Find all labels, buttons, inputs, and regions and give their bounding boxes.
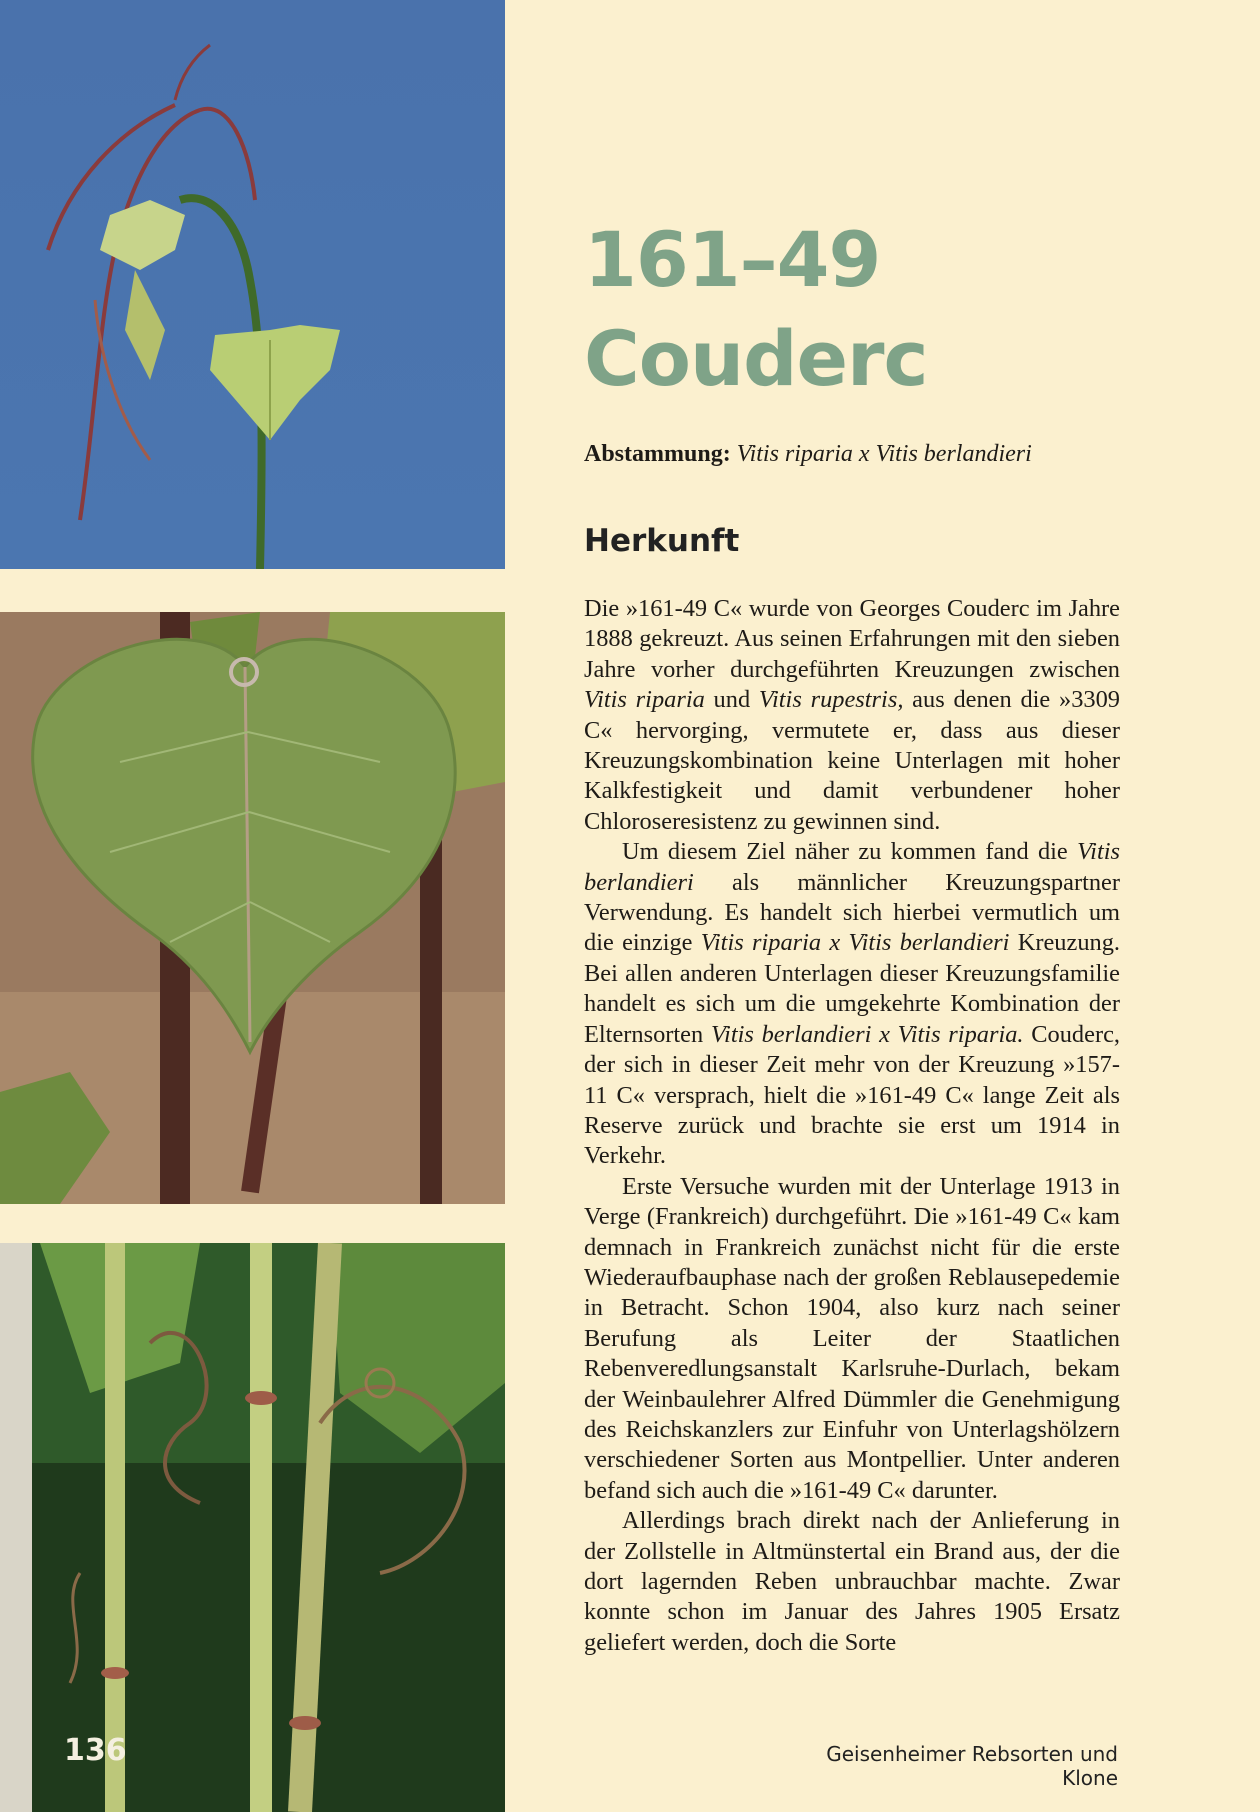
italic-term: Vitis riparia — [584, 686, 705, 714]
page-title — [584, 210, 928, 408]
photo-leaf — [0, 612, 505, 1204]
text-run: Um diesem Ziel näher zu kommen fand die — [622, 838, 1078, 866]
text-run: Erste Versuche wurden mit der Unterlage 1913 in Verge (Frankreich) durchgeführt. Die »161-49 C« kam demnach in Frankreich zunächst nicht für die erste Wiederaufbauphase nach der großen Reblausepedemie in Betracht. Schon 1904, also kurz nach seiner Berufung als Leiter der Staatlichen Rebenveredlungsanstalt Karlsruhe-Durlach, bekam der Weinbaulehrer Alfred Dümmler die Genehmigung des Reichskanzlers zur Einfuhr von Unterlagshölzern verschiedener Sorten aus Montpellier. Unter anderen befand sich auch die »161-49 C« darunter. — [584, 1172, 1120, 1504]
body-paragraph — [584, 594, 1120, 837]
lineage — [584, 441, 1124, 468]
text-run: Couderc, der sich in dieser Zeit mehr von der Kreuzung »157-11 C« versprach, hielt die »161-49 C« lange Zeit als Reserve zurück und brachte sie erst um 1914 in Verkehr. — [584, 1020, 1120, 1170]
body-text — [584, 594, 1120, 1658]
text-run: Allerdings brach direkt nach der Anlieferung in der Zollstelle in Altmünstertal ein Brand aus, der die dort lagernden Reben unbrauchbar machte. Zwar konnte schon im Januar des Jahres 1905 Ersatz geliefert werden, doch die Sorte — [584, 1507, 1120, 1656]
photo-shoot-tip — [0, 0, 505, 569]
text-run: Die »161-49 C« wurde von Georges Couderc im Jahre 1888 gekreuzt. Aus seinen Erfahrungen mit den sieben Jahre vorher durchgeführten Kreuzungen zwischen — [584, 595, 1120, 683]
body-paragraph — [584, 1506, 1120, 1658]
text-run: Kreuzung. Bei allen anderen Unterlagen dieser Kreuzungsfamilie handelt es sich um die umgekehrte Kombination der Elternsorten — [584, 929, 1121, 1048]
title-line-2: Couderc — [584, 314, 928, 403]
body-paragraph — [584, 837, 1120, 1171]
text-run: und — [704, 686, 759, 714]
italic-term: Vitis berlandieri — [584, 838, 1120, 896]
page-number: 136 — [64, 1733, 127, 1768]
section-heading: Herkunft — [584, 523, 740, 559]
footer-book-title: Geisenheimer Rebsorten und Klone — [826, 1742, 1118, 1790]
italic-term: Vitis riparia x Vitis berlandieri — [700, 929, 1010, 957]
text-run: aus denen die »3309 C« hervorging, vermutete er, dass aus dieser Kreuzungskombination keine Unterlagen mit hoher Kalkfestigkeit und damit verbundener hoher Chloroseresistenz zu gewinnen sind. — [584, 686, 1120, 835]
photo-stems — [0, 1243, 505, 1812]
lineage-label: Abstammung: — [584, 441, 731, 467]
italic-term: Vitis rupestris, — [758, 686, 904, 714]
lineage-value: Vitis riparia x Vitis berlandieri — [736, 441, 1032, 467]
text-run: als männlicher Kreuzungspartner Verwendung. Es handelt sich hierbei vermutlich um die einzige — [584, 868, 1120, 957]
body-paragraph — [584, 1172, 1120, 1506]
title-line-1: 161–49 — [584, 215, 881, 304]
italic-term: Vitis berlandieri x Vitis riparia. — [710, 1020, 1024, 1048]
